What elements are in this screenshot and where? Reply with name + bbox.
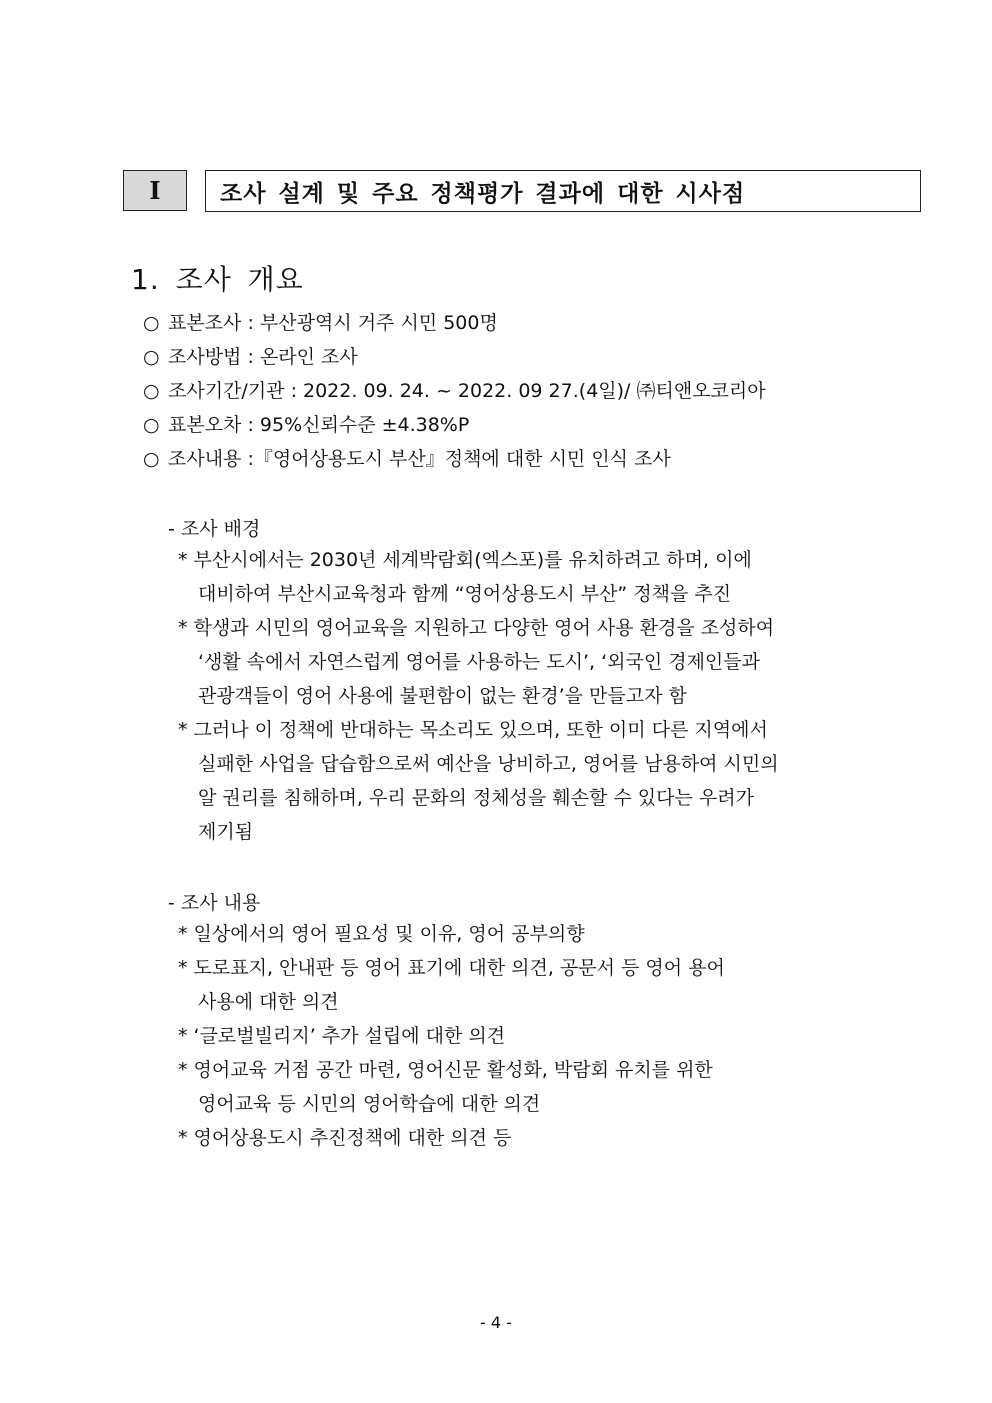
- content-line: * 영어교육 거점 공간 마련, 영어신문 활성화, 박람회 유치를 위한: [178, 1059, 713, 1081]
- chapter-title: 조사 설계 및 주요 정책평가 결과에 대한 시사점: [220, 180, 746, 207]
- content-line: 사용에 대한 의견: [198, 991, 339, 1013]
- content-line: * 도로표지, 안내판 등 영어 표기에 대한 의견, 공문서 등 영어 용어: [178, 957, 725, 979]
- chapter-number-box: [123, 170, 187, 211]
- overview-item: [143, 412, 469, 438]
- overview-item-text: 조사내용 :『영어상용도시 부산』정책에 대한 시민 인식 조사: [168, 448, 671, 470]
- content-line: 영어교육 등 시민의 영어학습에 대한 의견: [198, 1093, 541, 1115]
- overview-item-text: 표본오차 : 95%신뢰수준 ±4.38%P: [168, 414, 470, 436]
- background-line: * 부산시에서는 2030년 세계박람회(엑스포)를 유치하려고 하며, 이에: [178, 549, 752, 571]
- section-heading: 1. 조사 개요: [131, 263, 304, 296]
- overview-item-text: 조사기간/기관 : 2022. 09. 24. ~ 2022. 09 27.(4일)/ ㈜티앤오코리아: [168, 380, 766, 402]
- overview-item: [143, 378, 766, 404]
- bullet-circle-icon: ○: [143, 414, 160, 436]
- background-heading: - 조사 배경: [168, 518, 261, 540]
- overview-item: [143, 344, 358, 370]
- background-line: ‘생활 속에서 자연스럽게 영어를 사용하는 도시’, ‘외국인 경제인들과: [198, 651, 760, 673]
- bullet-circle-icon: ○: [143, 448, 160, 470]
- content-heading: - 조사 내용: [168, 892, 261, 914]
- background-line: 관광객들이 영어 사용에 불편함이 없는 환경’을 만들고자 함: [198, 685, 687, 707]
- background-line: 실패한 사업을 답습함으로써 예산을 낭비하고, 영어를 남용하여 시민의: [198, 753, 779, 775]
- overview-item: [143, 446, 671, 472]
- bullet-circle-icon: ○: [143, 312, 160, 334]
- content-line: * 영어상용도시 추진정책에 대한 의견 등: [178, 1127, 512, 1149]
- chapter-title-box: [205, 170, 921, 212]
- overview-item: [143, 310, 498, 336]
- bullet-circle-icon: ○: [143, 380, 160, 402]
- chapter-number: Ⅰ: [149, 176, 161, 205]
- content-line: * ‘글로벌빌리지’ 추가 설립에 대한 의견: [178, 1025, 506, 1047]
- background-line: * 학생과 시민의 영어교육을 지원하고 다양한 영어 사용 환경을 조성하여: [178, 617, 775, 639]
- overview-item-text: 표본조사 : 부산광역시 거주 시민 500명: [168, 312, 498, 334]
- background-line: 알 권리를 침해하며, 우리 문화의 정체성을 훼손할 수 있다는 우려가: [198, 787, 754, 809]
- background-line: 대비하여 부산시교육청과 함께 “영어상용도시 부산” 정책을 추진: [198, 583, 732, 605]
- overview-item-text: 조사방법 : 온라인 조사: [168, 346, 358, 368]
- page-number: - 4 -: [480, 1313, 512, 1332]
- bullet-circle-icon: ○: [143, 346, 160, 368]
- background-line: * 그러나 이 정책에 반대하는 목소리도 있으며, 또한 이미 다른 지역에서: [178, 719, 768, 741]
- content-line: * 일상에서의 영어 필요성 및 이유, 영어 공부의향: [178, 923, 585, 945]
- background-line: 제기됨: [198, 821, 254, 843]
